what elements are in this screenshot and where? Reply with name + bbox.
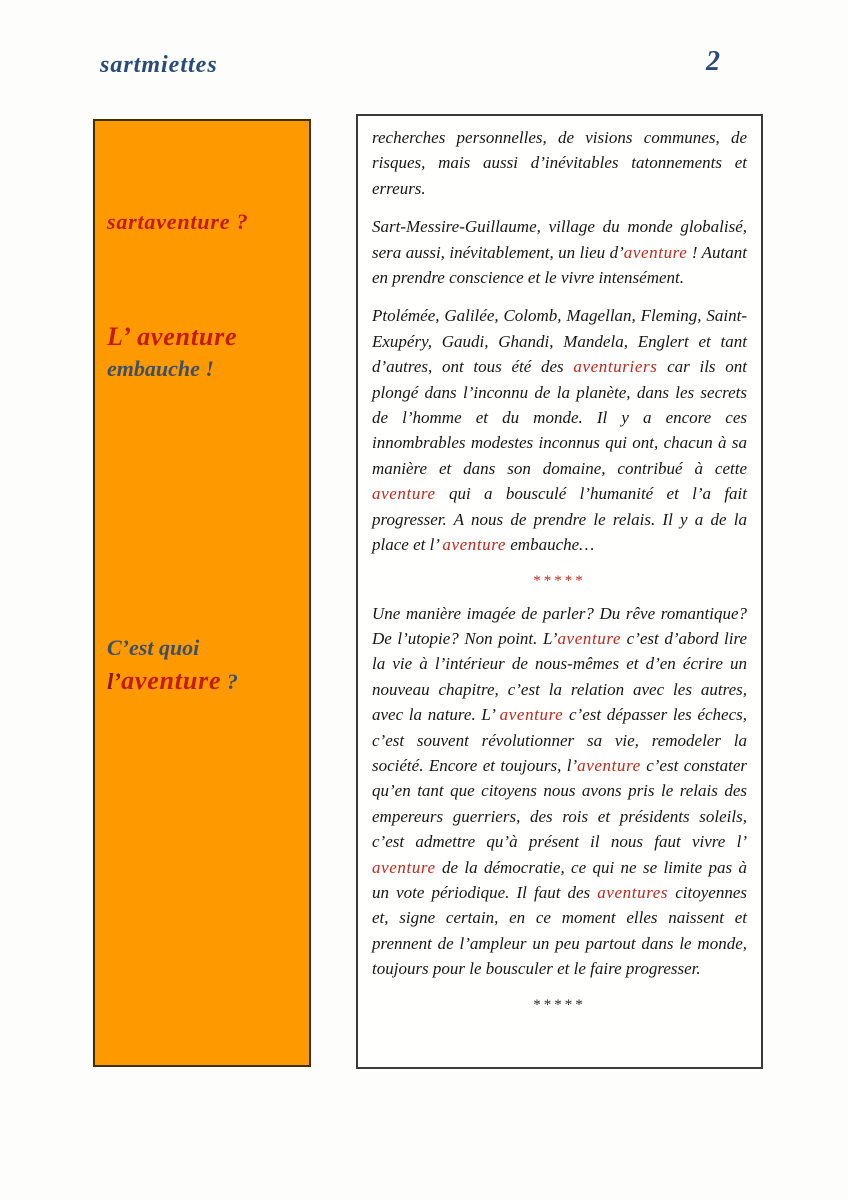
text-segment: qui a bousculé l’humanité et l’a fait progresser. A nous de prendre le relais. Il y a de la place et l’ <box>372 484 747 555</box>
text-segment: c’est d’abord lire la vie à l’intérieur de nous-mêmes et d’en écrire un nouveau chapitre, c’est la relation avec les autres, avec la nature. L’ <box>372 628 747 725</box>
accent-word: aventure <box>623 242 688 262</box>
sidebar-heading-line <box>107 663 301 698</box>
sidebar-heading <box>107 319 301 384</box>
text-segment: Ptolémée, Galilée, Colomb, Magellan, Fleming, Saint-Exupéry, Gaudi, Ghandi, Mandela, Englert et tant d’autres, ont tous été des <box>372 306 747 377</box>
accent-word: aventure <box>577 755 641 775</box>
sidebar-heading-line <box>107 319 301 354</box>
accent-word: aventure <box>372 857 436 877</box>
accent-word: aventure <box>499 705 564 725</box>
page-title: sartmiettes <box>100 52 218 78</box>
text-segment: c’est constater qu’en tant que citoyens nous avons pris le relais des empereurs guerriers, des rois et présidents soleils, c’est admettre qu’à présent il nous faut vivre l’ <box>372 755 747 852</box>
text-segment: de la démocratie, ce qui ne se limite pas à un vote périodique. Il faut des <box>372 857 747 902</box>
sidebar-orange-panel <box>93 119 311 1067</box>
text-segment: recherches personnelles, de visions communes, de risques, mais aussi d’inévitables tatonnements et erreurs. <box>372 128 747 198</box>
paragraph <box>372 303 747 557</box>
text-segment: citoyennes et, signe certain, en ce moment elles naissent et prennent de l’ampleur un peu partout dans le monde, toujours pour le bousculer et le faire progresser. <box>372 882 747 979</box>
accent-word: aventure <box>372 484 436 504</box>
paragraph <box>372 601 747 982</box>
paragraph <box>372 214 747 290</box>
sidebar-heading <box>107 633 301 698</box>
paragraph <box>372 125 747 201</box>
sidebar-heading-line <box>107 354 301 384</box>
stars-separator: ***** <box>533 572 586 589</box>
accent-word: aventure <box>121 665 222 695</box>
text-segment: embauche… <box>506 535 595 555</box>
sidebar-heading <box>107 207 301 237</box>
text-segment: c’est dépasser les échecs, c’est souvent révolutionner sa vie, remodeler la société. Encore et toujours, l’ <box>372 705 747 775</box>
accent-word: C’est quoi <box>107 635 200 660</box>
main-text-box <box>356 114 763 1069</box>
accent-word: aventure <box>557 628 622 648</box>
sidebar-heading-line <box>107 633 301 663</box>
text-segment: car ils ont plongé dans l’inconnu de la planète, dans les secrets de l’homme et du monde. Il y a encore ces innombrables modestes inconnus qui ont, chacun à sa manière et dans son domaine, contribué à cette <box>372 357 747 478</box>
accent-word: ? <box>221 668 238 694</box>
page-number: 2 <box>706 46 720 77</box>
stars-separator: ***** <box>533 996 586 1013</box>
accent-word: sartaventure ? <box>107 209 249 234</box>
text-segment: Sart-Messire-Guillaume, village du monde globalisé, sera aussi, inévitablement, un lieu d’ <box>372 217 747 262</box>
accent-word: L’ aventure <box>107 322 238 351</box>
accent-word: embauche ! <box>107 356 214 382</box>
sidebar-heading-line <box>107 207 301 237</box>
text-segment: Une manière imagée de parler? Du rêve romantique? De l’utopie? Non point. L’ <box>372 603 747 648</box>
text-segment: ! Autant en prendre conscience et le vivre intensément. <box>372 242 748 288</box>
accent-word: aventures <box>597 882 669 902</box>
accent-word: l’ <box>107 668 122 694</box>
accent-word: aventuriers <box>573 357 658 377</box>
accent-word: aventure <box>442 535 506 555</box>
